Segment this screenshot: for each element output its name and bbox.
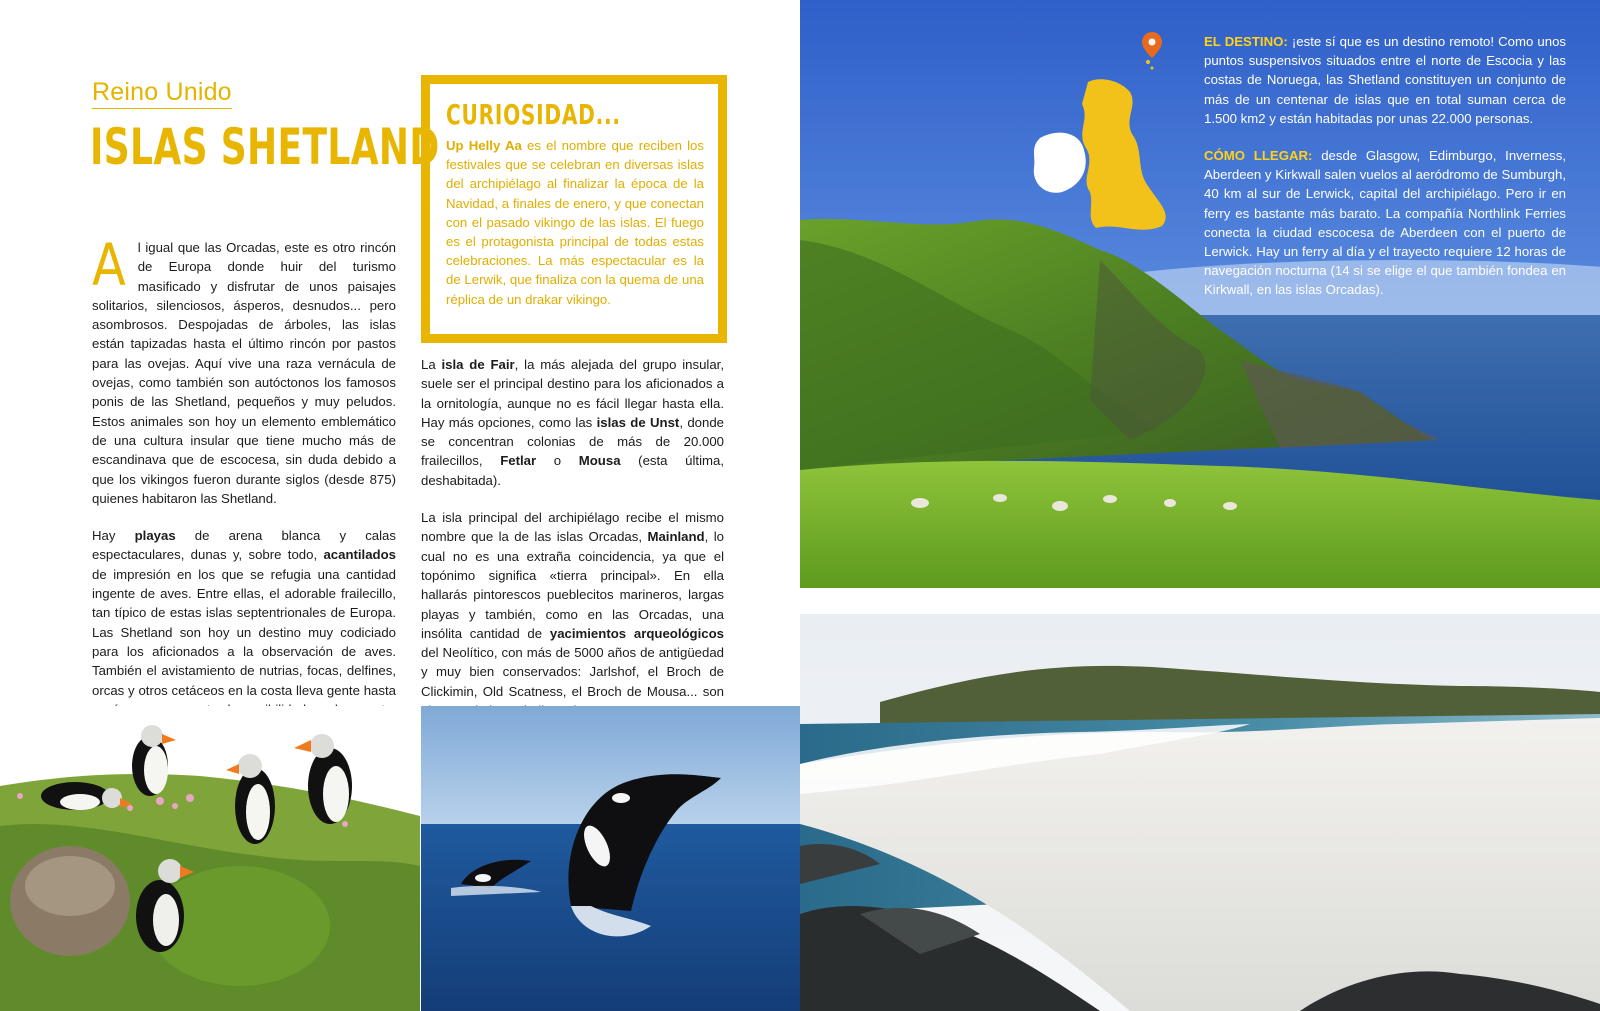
bold-term: Up Helly Aa [446, 138, 522, 153]
article-column-1 [92, 231, 396, 756]
paragraph-intro [92, 231, 396, 508]
destino-label: EL DESTINO: [1204, 34, 1288, 49]
bold-term: playas [134, 528, 176, 544]
paragraph-mainland: La isla principal del archipiélago recibe el mismo nombre que la de las islas Orcadas, Mainland, lo cual no es una extraña coincidencia, ya que el topónimo significa «tierra principal». En ella hallarás pintorescos pueblecitos marineros, largas playas y también, como en las Orcadas, una insólita cantidad de yacimientos arqueológicos del Neolítico, con más de 5000 años de antigüedad y muy bien conservados: Jarlshof, el Broch de Clickimin, Old Scatness, el Broch de Mousa... son [421, 510, 724, 699]
destination-info [1204, 32, 1566, 318]
beach-photo [800, 614, 1600, 1011]
drop-cap: A [92, 231, 126, 299]
paragraph-fair: La isla de Fair, la más alejada del grupo insular, suele ser el principal destino para los aficionados a la ornitología, aunque no es fácil llegar hasta ella. Hay más opciones, como las islas de Unst, donde se concentran colonias de más de 20.000 frailecillos, Fetlar o Mousa (esta última, deshabitada). [421, 357, 725, 488]
section-kicker: Reino Unido [92, 78, 232, 109]
bold-term: acantilados [323, 547, 396, 563]
paragraph-coast: Hay playas de arena blanca y calas espectaculares, dunas y, sobre todo, acantilados de impresión en los que se refugia una cantidad ingente de aves. Entre ellas, el adorable frailecillo, tan típico de estas islas septentrionales de Europa. Las Shetland son hoy un destino muy codiciado para los aficionados a la observación de aves. También el avistamiento de nutrias, focas, delfines, orcas y otros cetáceos en la costa lleva gente hasta [92, 528, 396, 698]
curiosity-title: CURIOSIDAD... [446, 98, 621, 131]
page-title: ISLAS SHETLAND [90, 118, 440, 176]
destino-paragraph: EL DESTINO: ¡este sí que es un destino remoto! Como unos puntos suspensivos situados entre el norte de Escocia y las costas de Noruega, las Shetland constituyen un conjunto de más de un centenar de islas que en total suman cerca de 1.500 km2 y están habitadas por unas 22.000 personas. [1204, 34, 1566, 126]
puffins-photo [0, 706, 420, 1011]
curiosity-text: Up Helly Aa es el nombre que reciben los festivales que se celebran en diversas islas del archipiélago al finalizar la época de la Navidad, a finales de enero, y que conectan con el pasado vikingo de las islas. El fuego es el protagonista principal de todas estas celebraciones. La más espectacular es la de Lerwik, que finaliza con la quema de una réplica de un drakar vikingo. [446, 138, 704, 307]
llegar-label: CÓMO LLEGAR: [1204, 148, 1313, 164]
llegar-paragraph: CÓMO LLEGAR: desde Glasgow, Edimburgo, Inverness, Aberdeen y Kirkwall salen vuelos al aeródromo de Sumburgh, 40 km al sur de Lerwick, capital del archipiélago. Pero ir en ferry es bastante más barato. La compañía Northlink Ferries conecta la ciudad escocesa de Aberdeen con el puerto de Lerwick. Hay un ferry al día y el trayecto requiere 12 horas de navegación nocturna (14 si se elige el que también fondea en Kirkwall, en las islas Orcadas). [1204, 148, 1567, 298]
orca-photo [421, 706, 800, 1011]
paragraph-text: l igual que las Orcadas, este es otro rincón de Europa donde huir del turismo masificado y disfrutar de unos paisajes solitarios, silenciosos, ásperos, desnudos... pero asombrosos. Despojadas de árboles, las islas están tapizadas hasta el último rincón por pastos para las ovejas. Aquí vive una raza vernácula de ovejas, como también son autóctonos los famosos ponis de las Shetland, pequeños y muy peludos. Estos animales son hoy un elemento emblemático de una cultura insular que tiene mucho más de escandinava que de escocesa, sin duda debido a que los vikingos fueron durante siglos (desde 875) quienes habitaron las Shetland. [92, 240, 396, 506]
article-column-2 [421, 355, 724, 738]
curiosity-box [421, 75, 727, 343]
